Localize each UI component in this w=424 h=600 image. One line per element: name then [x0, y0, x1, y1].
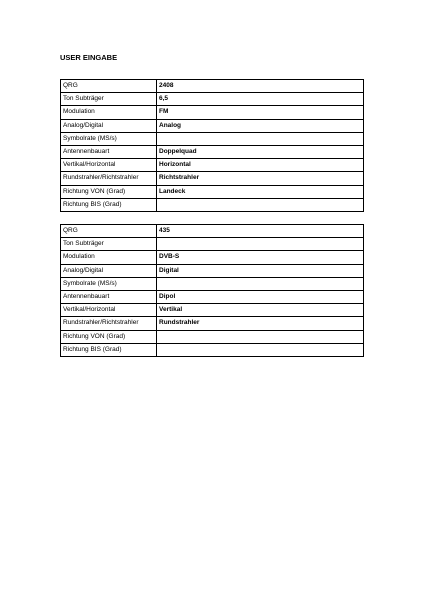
- field-value: Doppelquad: [157, 145, 364, 158]
- table-row: [61, 277, 364, 290]
- field-value: Rundstrahler: [157, 317, 364, 330]
- field-label: Antennenbauart: [61, 145, 157, 158]
- table-row: [61, 106, 364, 119]
- table-row: [61, 80, 364, 93]
- field-value: [157, 277, 364, 290]
- field-label: Analog/Digital: [61, 264, 157, 277]
- table-row: [61, 119, 364, 132]
- field-label: Richtung BIS (Grad): [61, 343, 157, 356]
- table-row: [61, 238, 364, 251]
- field-value: 2408: [157, 80, 364, 93]
- field-label: Vertikal/Horizontal: [61, 304, 157, 317]
- field-label: QRG: [61, 225, 157, 238]
- field-value: [157, 330, 364, 343]
- field-label: Modulation: [61, 106, 157, 119]
- field-label: Vertikal/Horizontal: [61, 159, 157, 172]
- field-label: Symbolrate (MS/s): [61, 132, 157, 145]
- field-label: Rundstrahler/Richtstrahler: [61, 172, 157, 185]
- page-title: USER EINGABE: [60, 53, 118, 62]
- field-label: Richtung VON (Grad): [61, 185, 157, 198]
- field-label: Richtung BIS (Grad): [61, 198, 157, 211]
- field-label: Rundstrahler/Richtstrahler: [61, 317, 157, 330]
- field-label: Ton Subträger: [61, 238, 157, 251]
- table-row: [61, 330, 364, 343]
- table-row: [61, 225, 364, 238]
- field-value: Landeck: [157, 185, 364, 198]
- field-value: [157, 238, 364, 251]
- table-row: [61, 317, 364, 330]
- table-row: [61, 172, 364, 185]
- field-value: Vertikal: [157, 304, 364, 317]
- field-label: Ton Subträger: [61, 93, 157, 106]
- field-label: Modulation: [61, 251, 157, 264]
- field-value: Horizontal: [157, 159, 364, 172]
- field-label: QRG: [61, 80, 157, 93]
- field-value: Analog: [157, 119, 364, 132]
- table-body: [61, 225, 364, 357]
- table-row: [61, 185, 364, 198]
- table-row: [61, 145, 364, 158]
- field-label: Analog/Digital: [61, 119, 157, 132]
- user-input-table-2: [60, 224, 364, 357]
- field-value: [157, 132, 364, 145]
- table-row: [61, 198, 364, 211]
- field-label: Antennenbauart: [61, 290, 157, 303]
- table-row: [61, 93, 364, 106]
- field-label: Symbolrate (MS/s): [61, 277, 157, 290]
- table-row: [61, 132, 364, 145]
- field-value: 435: [157, 225, 364, 238]
- table-row: [61, 343, 364, 356]
- field-value: DVB-S: [157, 251, 364, 264]
- table-row: [61, 290, 364, 303]
- field-value: [157, 343, 364, 356]
- table-row: [61, 264, 364, 277]
- field-value: Dipol: [157, 290, 364, 303]
- table-body: [61, 80, 364, 212]
- table-row: [61, 251, 364, 264]
- field-label: Richtung VON (Grad): [61, 330, 157, 343]
- table-row: [61, 304, 364, 317]
- table-row: [61, 159, 364, 172]
- field-value: Digital: [157, 264, 364, 277]
- user-input-table-1: [60, 79, 364, 212]
- field-value: 6,5: [157, 93, 364, 106]
- field-value: FM: [157, 106, 364, 119]
- field-value: Richtstrahler: [157, 172, 364, 185]
- field-value: [157, 198, 364, 211]
